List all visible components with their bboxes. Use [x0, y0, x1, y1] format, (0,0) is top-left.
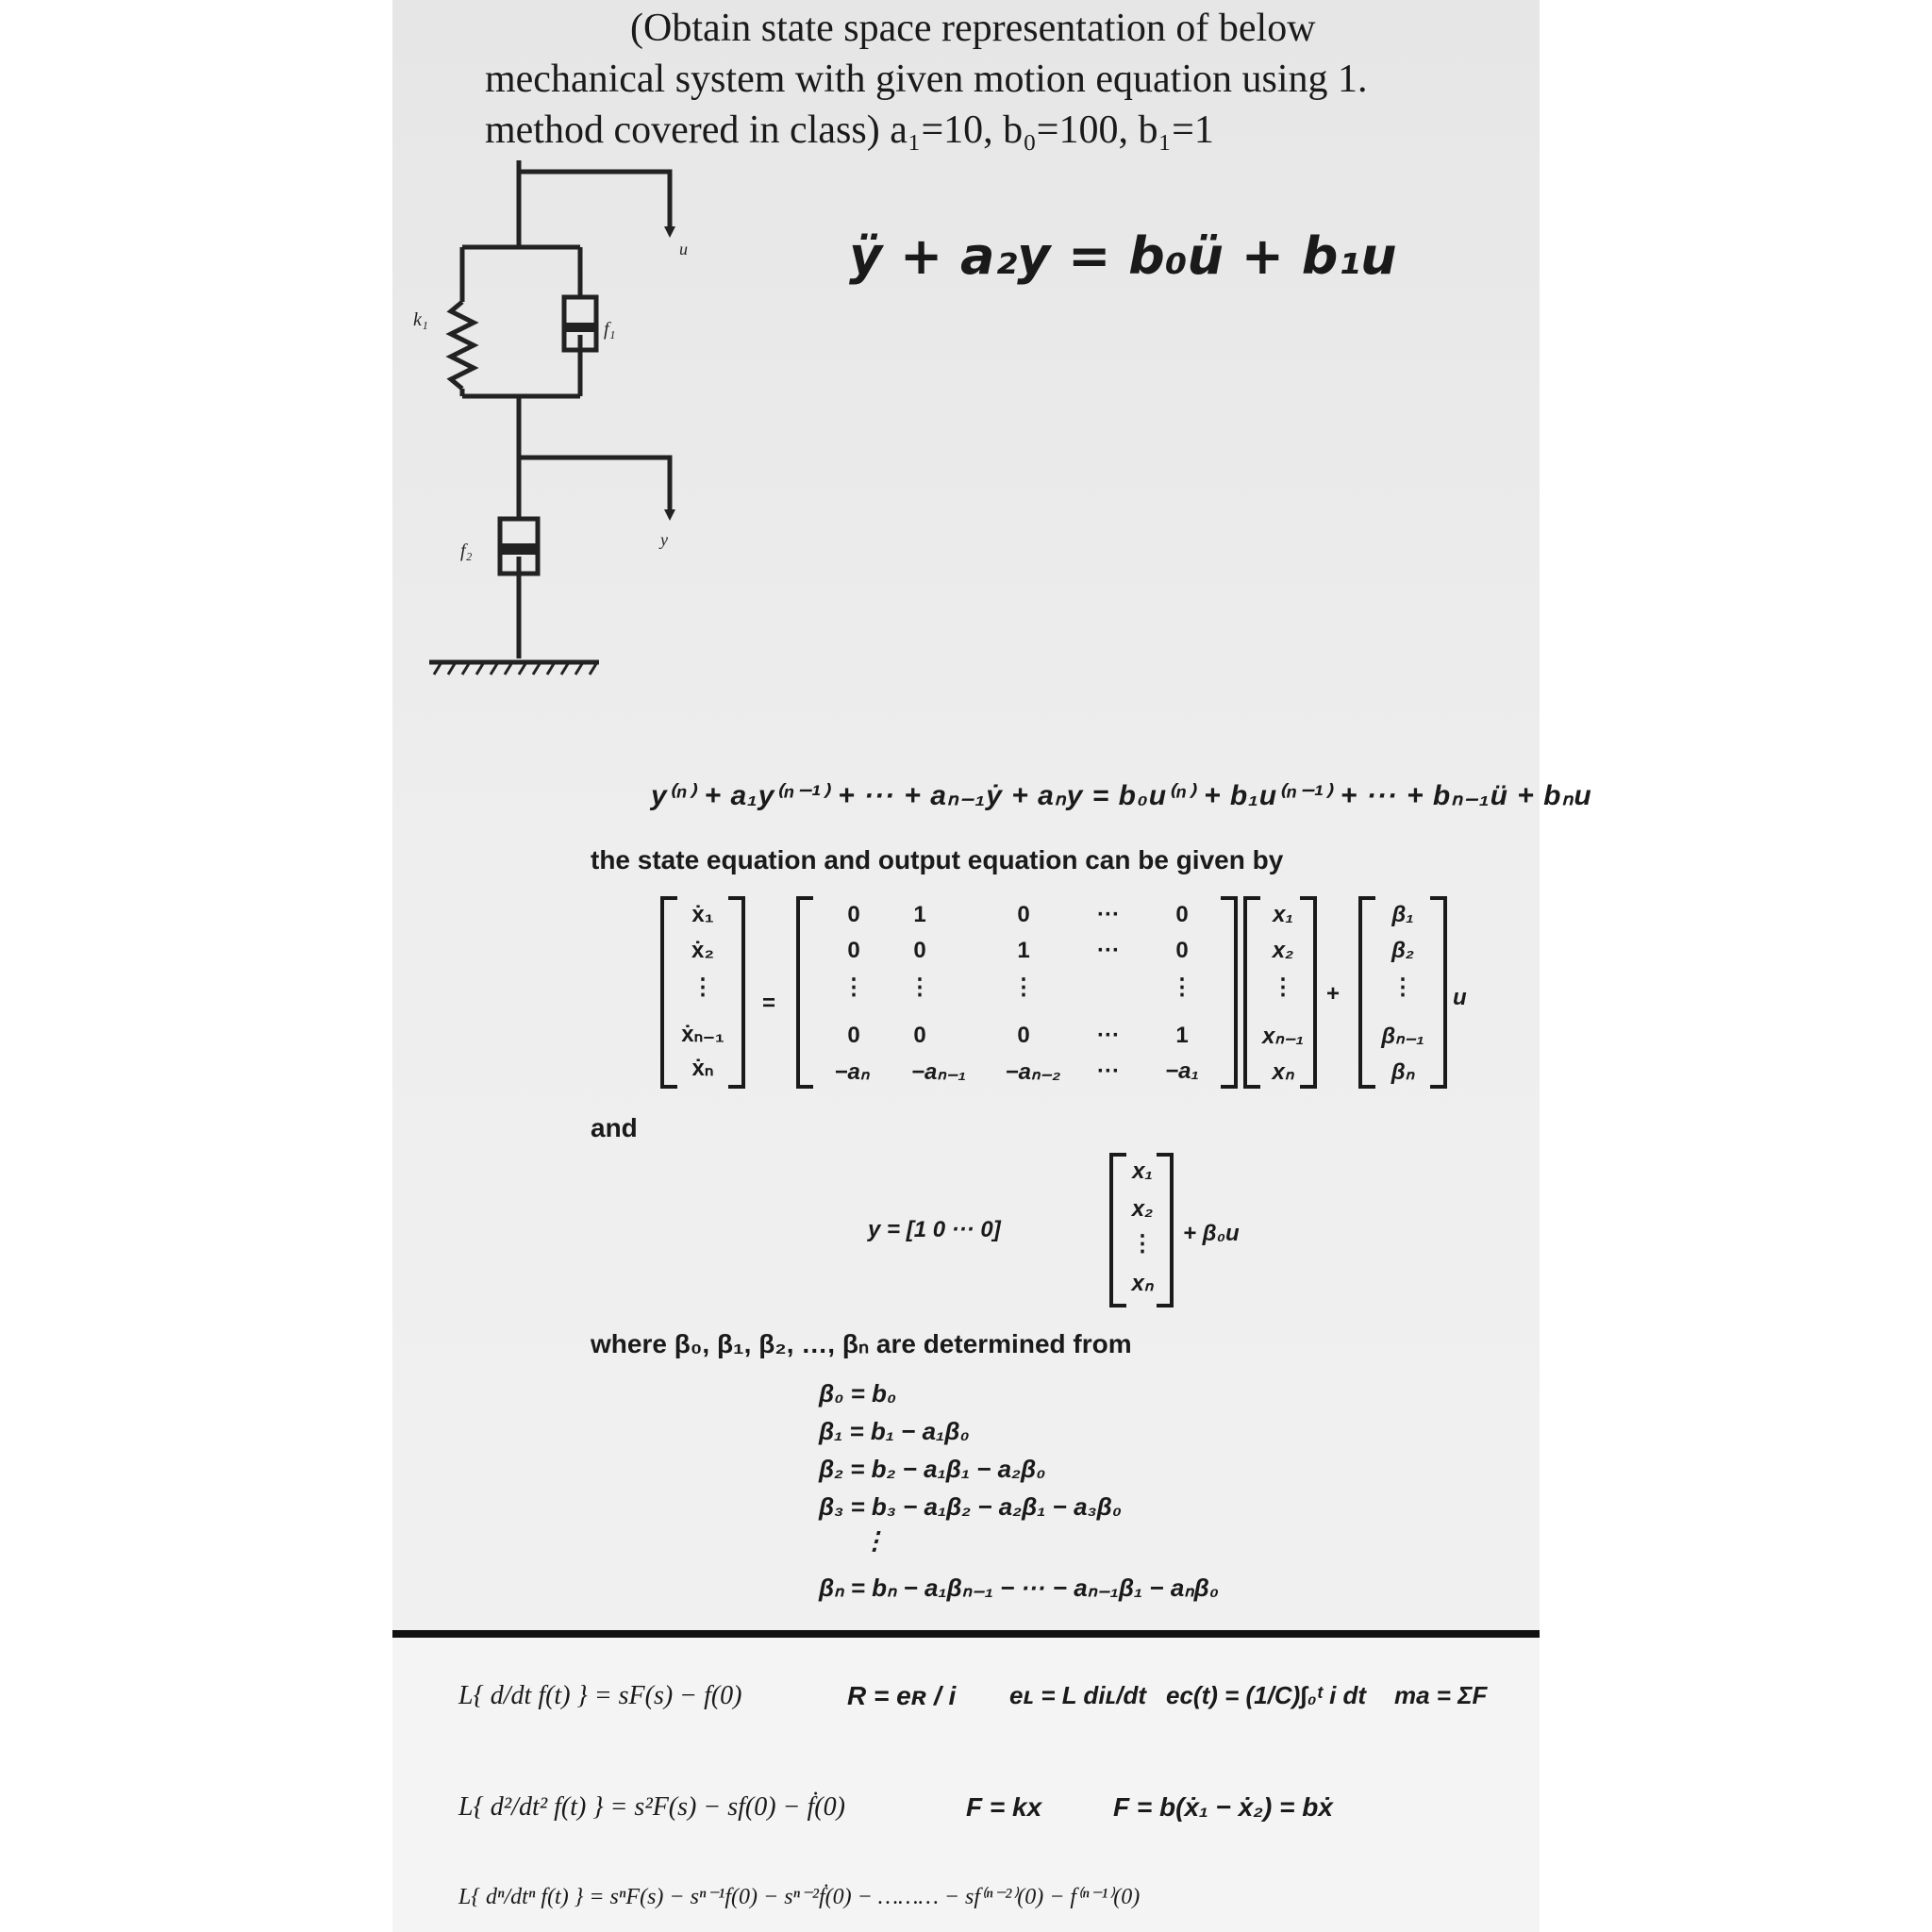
matrix-cell: ··· [1097, 902, 1120, 927]
beta-equation: β₃ = b₃ − a₁β₂ − a₂β₁ − a₃β₀ [819, 1492, 1123, 1521]
output-y-label: y [660, 530, 668, 549]
x-vector-entry: x₂ [1272, 938, 1294, 963]
matrix-cell: 1 [1017, 938, 1030, 963]
matrix-cell: 0 [1017, 902, 1030, 927]
matrix-cell: −aₙ₋₂ [1005, 1059, 1061, 1085]
motion-equation: ÿ + a₂y = b₀ü + b₁u [849, 226, 1397, 286]
laplace-nth-derivative: L{ dⁿ/dtⁿ f(t) } = sⁿF(s) − sⁿ⁻¹f(0) − sⁿ⁻²ḟ(0) − ……… − sf⁽ⁿ⁻²⁾(0) − f⁽ⁿ⁻¹⁾(0) [458, 1885, 1141, 1909]
newton-formula: ma = ΣF [1394, 1681, 1488, 1709]
and-label: and [591, 1113, 638, 1142]
matrix-cell: 0 [1175, 938, 1189, 963]
damper-force-formula: F = b(ẋ₁ − ẋ₂) = bẋ [1113, 1792, 1333, 1822]
state-dot-xn: ẋₙ [691, 1056, 714, 1081]
input-u-label: u [679, 240, 688, 258]
state-dot-x2: ẋ₂ [691, 938, 714, 963]
matrix-cell: 1 [913, 902, 926, 927]
matrix-cell: 0 [913, 1023, 926, 1048]
state-dot-dots: ⋮ [691, 974, 714, 1000]
matrix-cell: 0 [847, 902, 860, 927]
mechanical-system-diagram [406, 160, 708, 689]
spring-k1-label: k₁ [413, 309, 428, 330]
where-text: where β₀, β₁, β₂, …, βₙ are determined from [591, 1329, 1132, 1358]
output-lhs: y = [1 0 ··· 0] [868, 1217, 1001, 1242]
x-vector-entry: x₁ [1273, 902, 1293, 927]
matrix-cell: 0 [1017, 1023, 1030, 1048]
matrix-cell: −a₁ [1165, 1058, 1199, 1084]
laplace-second-derivative: L{ d²/dt² f(t) } = s²F(s) − sf(0) − ḟ(0) [458, 1792, 845, 1822]
inductor-formula: eʟ = L diʟ/dt [1009, 1681, 1147, 1709]
spring-force-formula: F = kx [966, 1792, 1042, 1822]
section-divider [392, 1630, 1540, 1638]
intro-text: the state equation and output equation can be given by [591, 845, 1284, 874]
beta-vector-entry: ⋮ [1391, 974, 1414, 1000]
matrix-cell: −aₙ₋₁ [910, 1059, 967, 1085]
damper-f2-label: f₂ [460, 541, 473, 561]
matrix-cell: ⋮ [1012, 974, 1035, 1000]
problem-line-2: mechanical system with given motion equation using 1. [485, 58, 1368, 101]
beta-vector-entry: β₂ [1391, 938, 1415, 963]
damper-f1-label: f₁ [604, 319, 616, 340]
state-dot-xn1: ẋₙ₋₁ [681, 1022, 724, 1047]
resistor-formula: R = eʀ / i [847, 1681, 957, 1710]
beta-equation: βₙ = bₙ − a₁βₙ₋₁ − ··· − aₙ₋₁β₁ − aₙβ₀ [819, 1574, 1220, 1602]
matrix-cell: ··· [1097, 1023, 1120, 1048]
capacitor-formula: eᴄ(t) = (1/C)∫₀ᵗ i dt [1166, 1681, 1367, 1709]
matrix-cell: ··· [1097, 938, 1120, 963]
matrix-cell: 0 [913, 938, 926, 963]
laplace-first-derivative: L{ d/dt f(t) } = sF(s) − f(0) [458, 1681, 742, 1710]
output-vector-entry: x₁ [1132, 1158, 1153, 1184]
plus-sign: + [1326, 981, 1341, 1007]
matrix-cell: ··· [1097, 1058, 1120, 1084]
state-dot-x1: ẋ₁ [691, 902, 714, 927]
matrix-cell: ⋮ [908, 974, 931, 1000]
equals-sign: = [762, 991, 776, 1016]
problem-line-3: method covered in class) a₁=10, b₀=100, b₁=1 [485, 108, 1214, 152]
beta-vector-entry: βₙ₋₁ [1381, 1024, 1424, 1049]
matrix-cell: −aₙ [834, 1059, 870, 1085]
output-vector-entry: ⋮ [1131, 1231, 1154, 1257]
matrix-cell: ⋮ [1171, 974, 1193, 1000]
problem-line-1: (Obtain state space representation of below [630, 7, 1316, 50]
general-equation: y⁽ⁿ⁾ + a₁y⁽ⁿ⁻¹⁾ + ··· + aₙ₋₁ẏ + aₙy = b₀u⁽ⁿ⁾ + b₁u⁽ⁿ⁻¹⁾ + ··· + bₙ₋₁ü + bₙu [651, 780, 1592, 811]
beta-vector-entry: β₁ [1391, 902, 1414, 927]
matrix-cell: 0 [1175, 902, 1189, 927]
output-rhs: + β₀u [1183, 1221, 1240, 1246]
input-u-symbol: u [1453, 985, 1467, 1010]
output-vector-entry: xₙ [1131, 1271, 1154, 1296]
beta-vector-entry: βₙ [1391, 1059, 1415, 1085]
beta-equation: ⋮ [862, 1526, 887, 1555]
beta-equation: β₂ = b₂ − a₁β₁ − a₂β₀ [819, 1455, 1046, 1483]
x-vector-entry: xₙ₋₁ [1261, 1024, 1305, 1049]
matrix-cell: ⋮ [842, 974, 865, 1000]
x-vector-entry: ⋮ [1272, 974, 1294, 1000]
x-vector-entry: xₙ [1272, 1059, 1294, 1085]
beta-equation: β₀ = b₀ [819, 1379, 897, 1407]
matrix-cell: 1 [1175, 1023, 1189, 1048]
beta-equation: β₁ = b₁ − a₁β₀ [819, 1417, 970, 1445]
matrix-cell: 0 [847, 1023, 860, 1048]
matrix-cell: 0 [847, 938, 860, 963]
output-vector-entry: x₂ [1131, 1196, 1154, 1222]
